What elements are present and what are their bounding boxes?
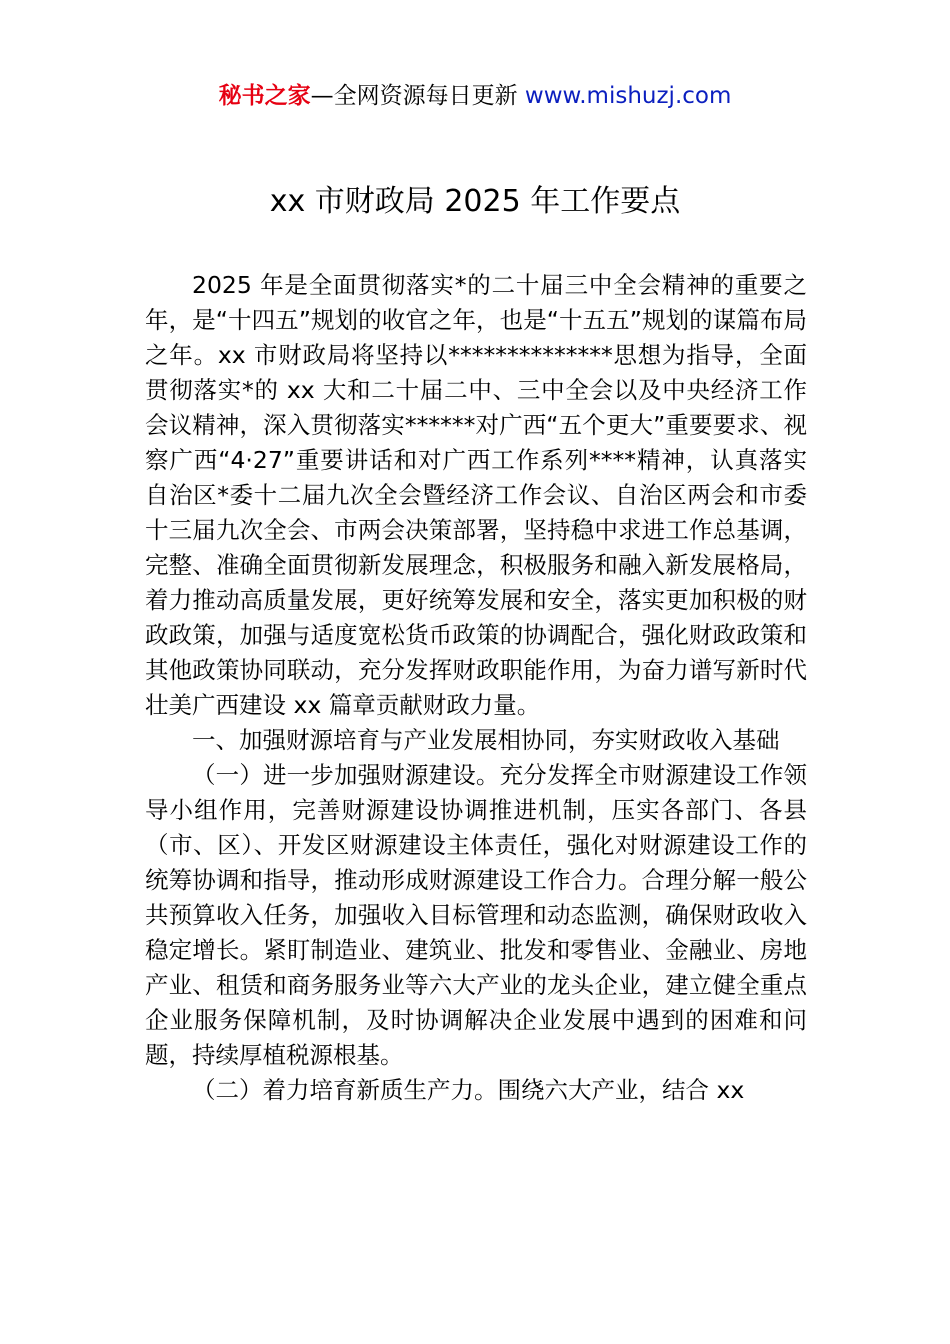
subsection-paragraph-2: （二）着力培育新质生产力。围绕六大产业，结合 xx [192, 1076, 745, 1104]
subsection-paragraph-1: （一）进一步加强财源建设。充分发挥全市财源建设工作领导小组作用，完善财源建设协调推进机制，压实各部门、各县（市、区）、开发区财源建设主体责任，强化对财源建设工作的统筹协调和指导，推动形成财源建设工作合力。合理分解一般公共预算收入任务，加强收入目标管理和动态监测，确保财政收入稳定增长。紧盯制造业、建筑业、批发和零售业、金融业、房地产业、租赁和商务服务业等六大产业的龙头企业，建立健全重点企业服务保障机制，及时协调解决企业发展中遇到的困难和问题，持续厚植税源根基。 [145, 761, 807, 1069]
site-url-link[interactable]: www.mishuzj.com [524, 83, 732, 109]
site-header [0, 80, 950, 112]
site-tagline: —全网资源每日更新 [310, 83, 525, 109]
intro-paragraph: 2025 年是全面贯彻落实*的二十届三中全会精神的重要之年，是“十四五”规划的收官之年，也是“十五五”规划的谋篇布局之年。xx 市财政局将坚持以**************思想为指导，全面贯彻落实*的 xx 大和二十届二中、三中全会以及中央经济工作会议精神，深入贯彻落实******对广西“五个更大”重要要求、视察广西“4·27”重要讲话和对广西工作系列****精神，认真落实自治区*委十二届九次全会暨经济工作会议、自治区两会和市委十三届九次全会、市两会决策部署，坚持稳中求进工作总基调，完整、准确全面贯彻新发展理念，积极服务和融入新发展格局，着力推动高质量发展，更好统筹发展和安全，落实更加积极的财政政策，加强与适度宽松货币政策的协调配合，强化财政政策和其他政策协同联动，充分发挥财政职能作用，为奋力谱写新时代壮美广西建设 xx 篇章贡献财政力量。 [145, 271, 807, 719]
document-body [145, 268, 807, 1108]
document-title: xx 市财政局 2025 年工作要点 [269, 184, 681, 219]
section-heading-1: 一、加强财源培育与产业发展相协同，夯实财政收入基础 [192, 726, 780, 754]
site-name: 秘书之家 [218, 83, 311, 109]
